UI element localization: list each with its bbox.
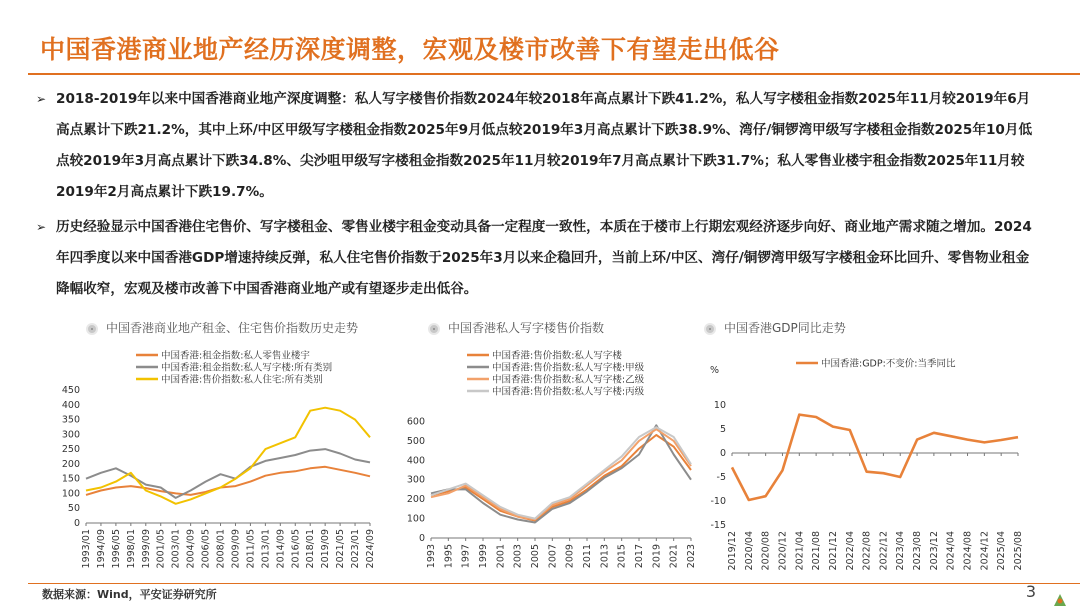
- chart-title-2: 中国香港私人写字楼售价指数: [428, 319, 604, 336]
- y-tick-label: 150: [61, 473, 80, 485]
- chart-gdp-yoy: [700, 340, 1030, 582]
- bullet-office-decline: [36, 84, 1036, 208]
- bullet-dot-icon: [86, 323, 98, 335]
- x-tick-label: 2023/04: [895, 531, 907, 571]
- y-tick-label: 250: [61, 444, 80, 456]
- x-tick-label: 2022/04: [844, 531, 856, 571]
- y-tick-label: 600: [406, 416, 425, 428]
- x-tick-label: 2019: [651, 544, 663, 569]
- y-tick-label: 300: [61, 429, 80, 441]
- chart-rent-price-history: [50, 340, 380, 582]
- arrow-bullet-icon: ➢: [36, 92, 47, 106]
- data-source: 数据来源：Wind，平安证券研究所: [42, 588, 217, 601]
- x-tick-label: 2016/05: [290, 529, 302, 569]
- x-tick-label: 2009: [564, 544, 576, 569]
- x-tick-label: 2024/04: [945, 531, 957, 571]
- x-tick-label: 2003: [512, 544, 524, 569]
- x-tick-label: 2021: [668, 544, 680, 569]
- x-tick-label: 1997: [460, 544, 472, 569]
- bullet-text: 历史经验显示中国香港住宅售价、写字楼租金、零售业楼宇租金变动具备一定程度一致性，本质在于楼市上行期宏观经济逐步向好、商业地产需求随之增加。2024年四季度以来中国香港GDP增速持续反弹，私人住宅售价指数于2025年3月以来企稳回升，当前上环/中区、湾仔/铜锣湾甲级写字楼租金环比回升、零售物业租金降幅收窄，宏观及楼市改善下中国香港商业地产或有望逐步走出低谷。: [56, 219, 1032, 297]
- x-tick-label: 2011/05: [245, 529, 257, 569]
- x-tick-label: 2015: [616, 544, 628, 569]
- x-tick-label: 2019/12: [727, 531, 738, 571]
- legend-label: 中国香港:售价指数:私人写字楼:丙级: [492, 386, 645, 398]
- series-line-1: [86, 467, 370, 495]
- y-tick-label: -5: [716, 472, 726, 483]
- page-number: 3: [1025, 582, 1036, 601]
- y-tick-label: 400: [61, 399, 80, 411]
- x-tick-label: 2021/12: [827, 531, 839, 571]
- bullet-dot-icon: [704, 323, 716, 335]
- bullet-dot-icon: [428, 323, 440, 335]
- x-tick-label: 2011: [582, 544, 593, 569]
- legend-label: 中国香港:售价指数:私人写字楼:甲级: [492, 362, 645, 374]
- x-tick-label: 2022/08: [861, 531, 873, 571]
- y-tick-label: 5: [719, 424, 726, 435]
- y-tick-label: 50: [67, 503, 80, 515]
- x-tick-label: 2017: [634, 544, 645, 569]
- x-tick-label: 2023: [686, 544, 697, 569]
- x-tick-label: 2001/05: [155, 529, 167, 569]
- x-tick-label: 2023/12: [928, 531, 940, 571]
- arrow-bullet-icon: ➢: [36, 220, 47, 234]
- x-tick-label: 1993/01: [81, 529, 92, 569]
- company-logo-icon: [1040, 592, 1080, 608]
- title-divider: [28, 73, 1080, 75]
- x-tick-label: 2019/09: [320, 529, 332, 569]
- legend-label: 中国香港:售价指数:私人写字楼: [492, 350, 622, 362]
- legend-label: 中国香港:租金指数:私人零售业楼宇: [161, 350, 310, 362]
- x-tick-label: 1998/01: [125, 529, 137, 569]
- footer-divider: [28, 583, 1080, 584]
- y-tick-label: 0: [719, 448, 726, 459]
- y-tick-label: 0: [418, 533, 425, 544]
- x-tick-label: 2014/09: [275, 529, 287, 569]
- x-tick-label: 1994/09: [95, 529, 107, 569]
- legend-label: 中国香港:售价指数:私人住宅:所有类别: [161, 374, 323, 386]
- x-tick-label: 2008/01: [215, 529, 227, 569]
- series-line-3: [86, 408, 370, 504]
- x-tick-label: 2024/12: [979, 531, 991, 571]
- x-tick-label: 2001: [495, 544, 507, 569]
- y-tick-label: 350: [61, 414, 80, 426]
- bullet-text: 2018-2019年以来中国香港商业地产深度调整：私人写字楼售价指数2024年较2018年高点累计下跌41.2%，私人写字楼租金指数2025年11月较2019年6月高点累计下跌21.2%，其中上环/中区甲级写字楼租金指数2025年9月低点较2019年3月高点累计下跌38.9%、湾仔/铜锣湾甲级写字楼租金指数2025年10月低点较2019年3月高点累计下跌34.8%、尖沙咀甲级写字楼租金指数2025年11月较2019年7月高点累计下跌31.7%；私人零售业楼宇租金指数2025年11月较2019年2月高点累计下跌19.7%。: [56, 91, 1033, 200]
- y-tick-label: 0: [73, 518, 80, 529]
- y-tick-label: -15: [710, 520, 726, 531]
- x-tick-label: 1993: [426, 544, 437, 569]
- y-tick-label: 200: [61, 458, 80, 470]
- y-tick-label: 100: [61, 488, 80, 500]
- x-tick-label: 2013/01: [260, 529, 272, 569]
- x-tick-label: 1996/05: [110, 529, 122, 569]
- legend-label: 中国香港:售价指数:私人写字楼:乙级: [492, 374, 645, 386]
- x-tick-label: 2021/08: [811, 531, 823, 571]
- series-line-1: [732, 415, 1018, 500]
- x-tick-label: 2025/04: [996, 531, 1008, 571]
- x-tick-label: 2022/12: [878, 531, 890, 571]
- legend-label: 中国香港:租金指数:私人写字楼:所有类别: [161, 362, 333, 374]
- legend-label: 中国香港:GDP:不变价:当季同比: [821, 358, 956, 370]
- x-tick-label: 2020/08: [760, 531, 772, 571]
- bullet-historical-experience: [36, 212, 1036, 305]
- series-line-1: [431, 435, 691, 521]
- x-tick-label: 2024/09: [365, 529, 376, 569]
- x-tick-label: 2009/09: [230, 529, 242, 569]
- x-tick-label: 2020/12: [777, 531, 789, 571]
- y-tick-label: 300: [406, 474, 425, 486]
- x-tick-label: 2021/04: [794, 531, 806, 571]
- chart-office-price-index: [395, 340, 695, 582]
- y-tick-label: -10: [710, 496, 726, 507]
- chart-title-1: 中国香港商业地产租金、住宅售价指数历史走势: [86, 319, 358, 336]
- x-tick-label: 2003/01: [170, 529, 182, 569]
- x-tick-label: 2018/01: [305, 529, 317, 569]
- x-tick-label: 2025/08: [1013, 531, 1024, 571]
- x-tick-label: 1999: [478, 544, 489, 569]
- y-tick-label: 200: [406, 494, 425, 506]
- x-tick-label: 2006/05: [200, 529, 212, 569]
- y-tick-label: 100: [406, 513, 425, 525]
- y-unit-label: %: [710, 365, 720, 376]
- x-tick-label: 2021/05: [335, 529, 347, 569]
- y-tick-label: 450: [61, 385, 80, 396]
- y-tick-label: 10: [713, 400, 726, 411]
- x-tick-label: 2007: [547, 544, 559, 569]
- x-tick-label: 2023/08: [912, 531, 924, 571]
- x-tick-label: 2023/01: [350, 529, 362, 569]
- x-tick-label: 2004/09: [185, 529, 197, 569]
- x-tick-label: 1999/09: [140, 529, 152, 569]
- y-tick-label: 400: [406, 455, 425, 467]
- page-title: 中国香港商业地产经历深度调整，宏观及楼市改善下有望走出低谷: [40, 35, 780, 64]
- series-line-2: [431, 425, 691, 522]
- x-tick-label: 2020/04: [743, 531, 755, 571]
- y-tick-label: 500: [406, 435, 425, 447]
- chart-title-3: 中国香港GDP同比走势: [704, 319, 846, 336]
- x-tick-label: 2013: [599, 544, 611, 569]
- x-tick-label: 2005: [530, 544, 541, 569]
- x-tick-label: 2024/08: [962, 531, 974, 571]
- x-tick-label: 1995: [443, 544, 455, 569]
